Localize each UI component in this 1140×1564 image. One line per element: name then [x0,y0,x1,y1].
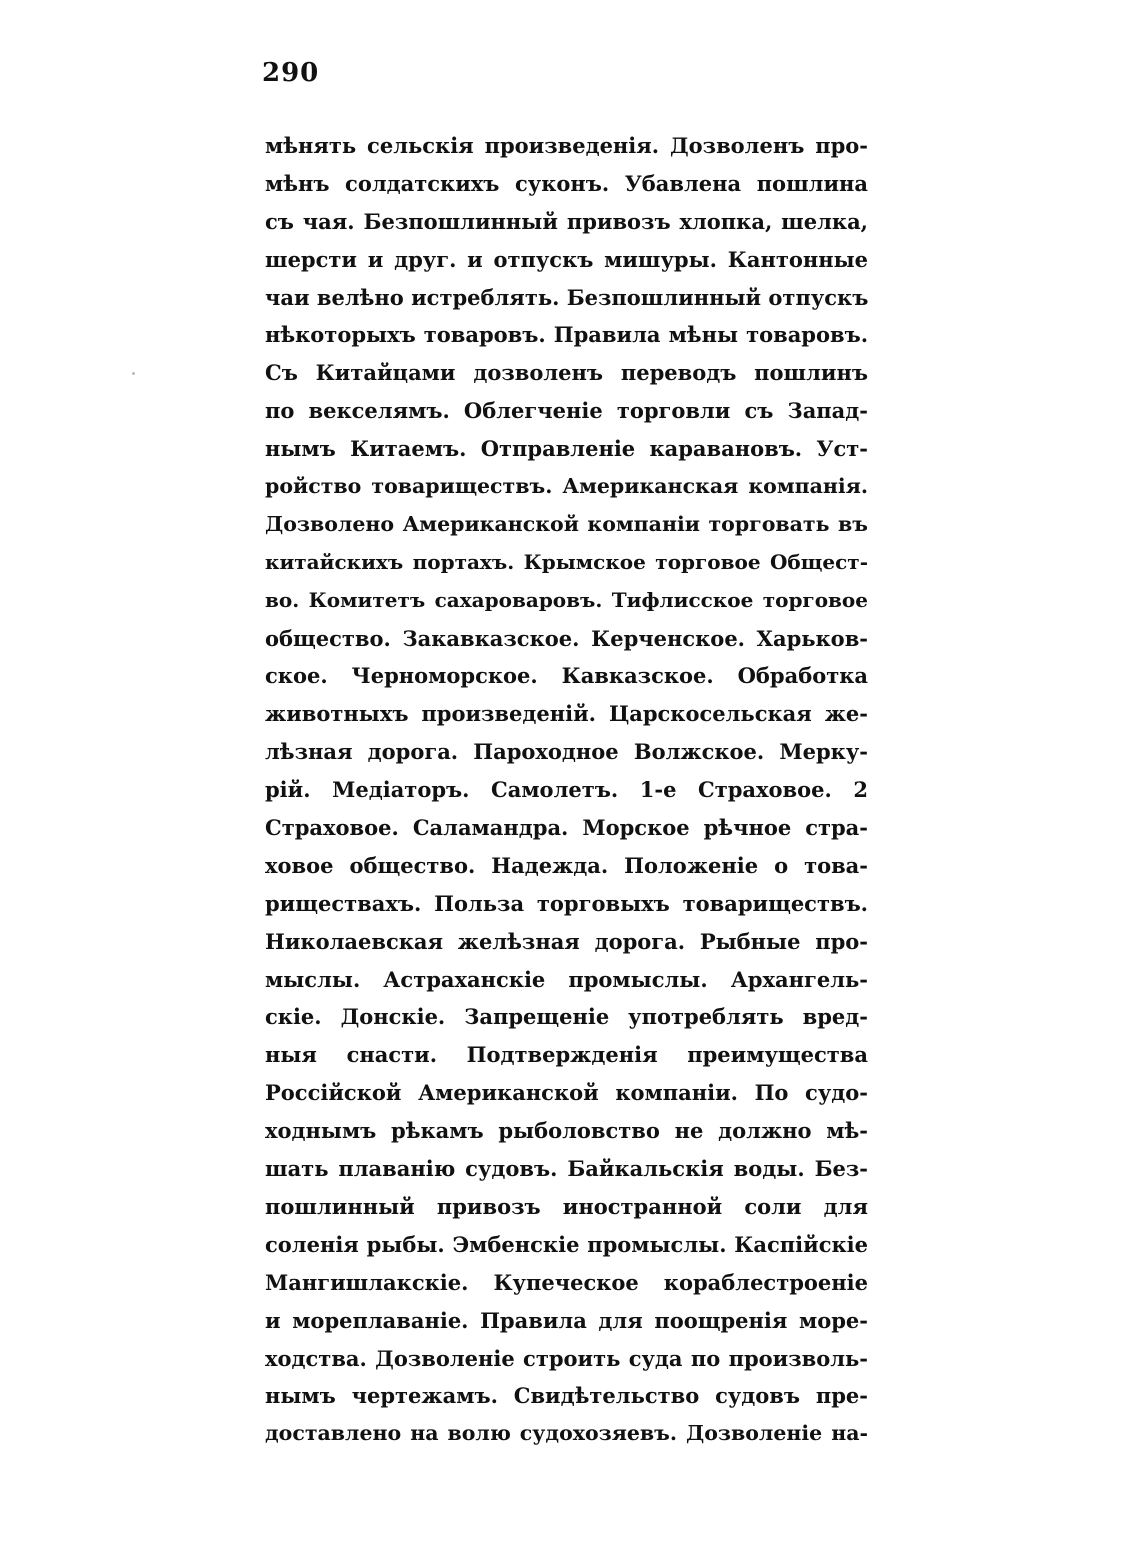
text-line: пошлинный привозъ иностранной соли для [265,1193,868,1219]
text-line: во. Комитетъ сахароваровъ. Тифлисское торговое [265,587,868,612]
text-line: животныхъ произведеній. Царскосельская же- [265,701,868,727]
text-line: Съ Китайцами дозволенъ переводъ пошлинъ [265,360,868,386]
text-line: ходства. Дозволеніе строить суда по произволь- [265,1345,868,1371]
text-line: чаи велѣно истреблять. Безпошлинный отпускъ [265,284,869,310]
text-line: Дозволено Американской компаніи торговать въ [265,511,868,536]
text-line: по векселямъ. Облегченіе торговли съ Запад- [265,398,868,424]
text-line: Страховое. Саламандра. Морское рѣчное стра- [265,815,868,841]
text-line: лѣзная дорога. Пароходное Волжское. Мерку- [265,739,868,765]
text-line: шать плаванію судовъ. Байкальскія воды. Без- [265,1156,868,1182]
text-line: общество. Закавказское. Керченское. Харьков- [265,625,868,651]
text-line: и мореплаваніе. Правила для поощренія море- [265,1307,868,1333]
text-line: ховое общество. Надежда. Положеніе о това- [265,852,868,878]
text-line: рій. Медіаторъ. Самолетъ. 1-е Страховое. 2 [265,777,868,803]
text-line: нымъ чертежамъ. Свидѣтельство судовъ пре- [265,1383,868,1409]
text-line: соленія рыбы. Эмбенскіе промыслы. Каспійскіе [265,1231,868,1257]
text-line: Мангишлакскіе. Купеческое кораблестроеніе [265,1269,868,1295]
text-line: съ чая. Безпошлинный привозъ хлопка, шелка, [265,208,868,234]
body-text [265,127,868,1453]
text-line: ройство товариществъ. Американская компанія. [265,474,868,499]
page-number: 290 [262,58,320,88]
text-line: Россійской Американской компаніи. По судо- [265,1080,868,1106]
text-line: Николаевская желѣзная дорога. Рыбные про- [265,928,868,954]
text-line: шерсти и друг. и отпускъ мишуры. Кантонные [265,246,868,272]
margin-speck [132,372,135,375]
text-line: риществахъ. Польза торговыхъ товариществъ. [265,890,868,916]
text-line: мѣнъ солдатскихъ суконъ. Убавлена пошлина [265,170,868,196]
text-line: ныя снасти. Подтвержденія преимущества [265,1042,868,1068]
text-line: нѣкоторыхъ товаровъ. Правила мѣны товаровъ. [265,322,868,348]
text-line: ское. Черноморское. Кавказское. Обработка [265,663,868,689]
text-line: китайскихъ портахъ. Крымское торговое Общест- [265,549,868,574]
text-line: мѣнять сельскія произведенія. Дозволенъ про- [265,133,868,158]
text-line: мыслы. Астраханскіе промыслы. Архангель- [265,966,868,992]
text-line: доставлено на волю судохозяевъ. Дозволеніе на- [265,1421,868,1446]
text-line: ходнымъ рѣкамъ рыболовство не должно мѣ- [265,1118,868,1144]
text-line: нымъ Китаемъ. Отправленіе каравановъ. Уст- [265,436,868,462]
text-line: скіе. Донскіе. Запрещеніе употреблять вред- [265,1004,868,1030]
